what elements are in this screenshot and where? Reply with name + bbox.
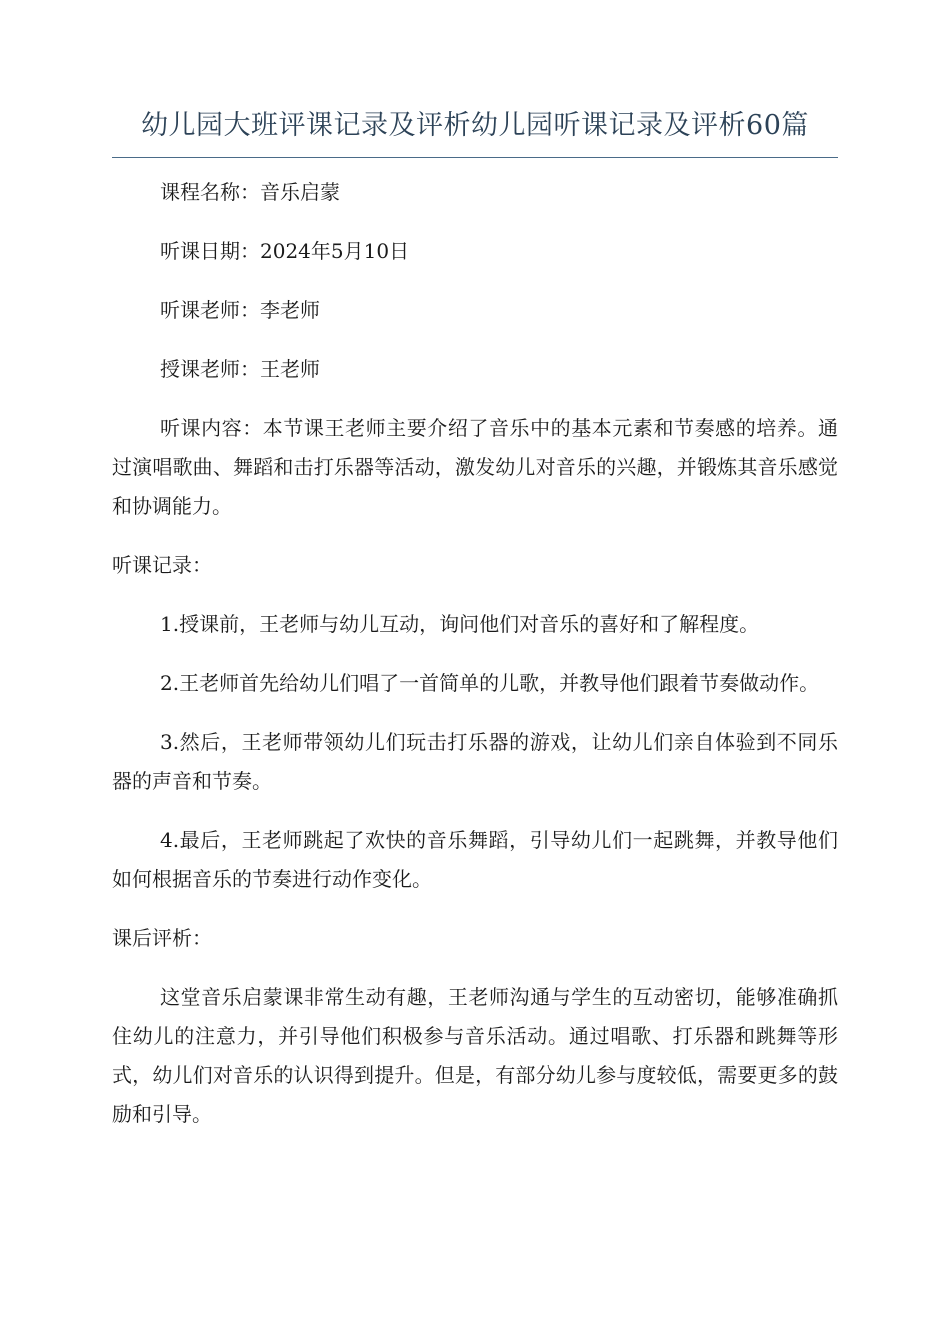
observer-field: 听课老师：李老师 xyxy=(160,298,320,322)
record-item: 4.最后，王老师跳起了欢快的音乐舞蹈，引导幼儿们一起跳舞，并教导他们如何根据音乐的节奏进行动作变化。 xyxy=(112,828,838,891)
document-title: 幼儿园大班评课记录及评析幼儿园听课记录及评析60篇 xyxy=(141,110,809,141)
course-name-field: 课程名称：音乐启蒙 xyxy=(160,180,340,204)
content-paragraph: 听课内容：本节课王老师主要介绍了音乐中的基本元素和节奏感的培养。通过演唱歌曲、舞蹈和击打乐器等活动，激发幼儿对音乐的兴趣，并锻炼其音乐感觉和协调能力。 xyxy=(112,416,838,518)
analysis-paragraph: 这堂音乐启蒙课非常生动有趣，王老师沟通与学生的互动密切，能够准确抓住幼儿的注意力，并引导他们积极参与音乐活动。通过唱歌、打乐器和跳舞等形式，幼儿们对音乐的认识得到提升。但是，有部分幼儿参与度较低，需要更多的鼓励和引导。 xyxy=(112,985,838,1126)
date-field: 听课日期：2024年5月10日 xyxy=(160,239,410,263)
document-body xyxy=(112,173,838,1134)
teacher-field: 授课老师：王老师 xyxy=(160,357,320,381)
record-item: 3.然后，王老师带领幼儿们玩击打乐器的游戏，让幼儿们亲自体验到不同乐器的声音和节奏。 xyxy=(112,730,838,793)
title-divider xyxy=(112,157,838,158)
analysis-heading: 课后评析： xyxy=(112,926,212,950)
record-item: 1.授课前，王老师与幼儿互动，询问他们对音乐的喜好和了解程度。 xyxy=(160,612,760,636)
record-item: 2.王老师首先给幼儿们唱了一首简单的儿歌，并教导他们跟着节奏做动作。 xyxy=(160,671,820,695)
record-heading: 听课记录： xyxy=(112,553,212,577)
